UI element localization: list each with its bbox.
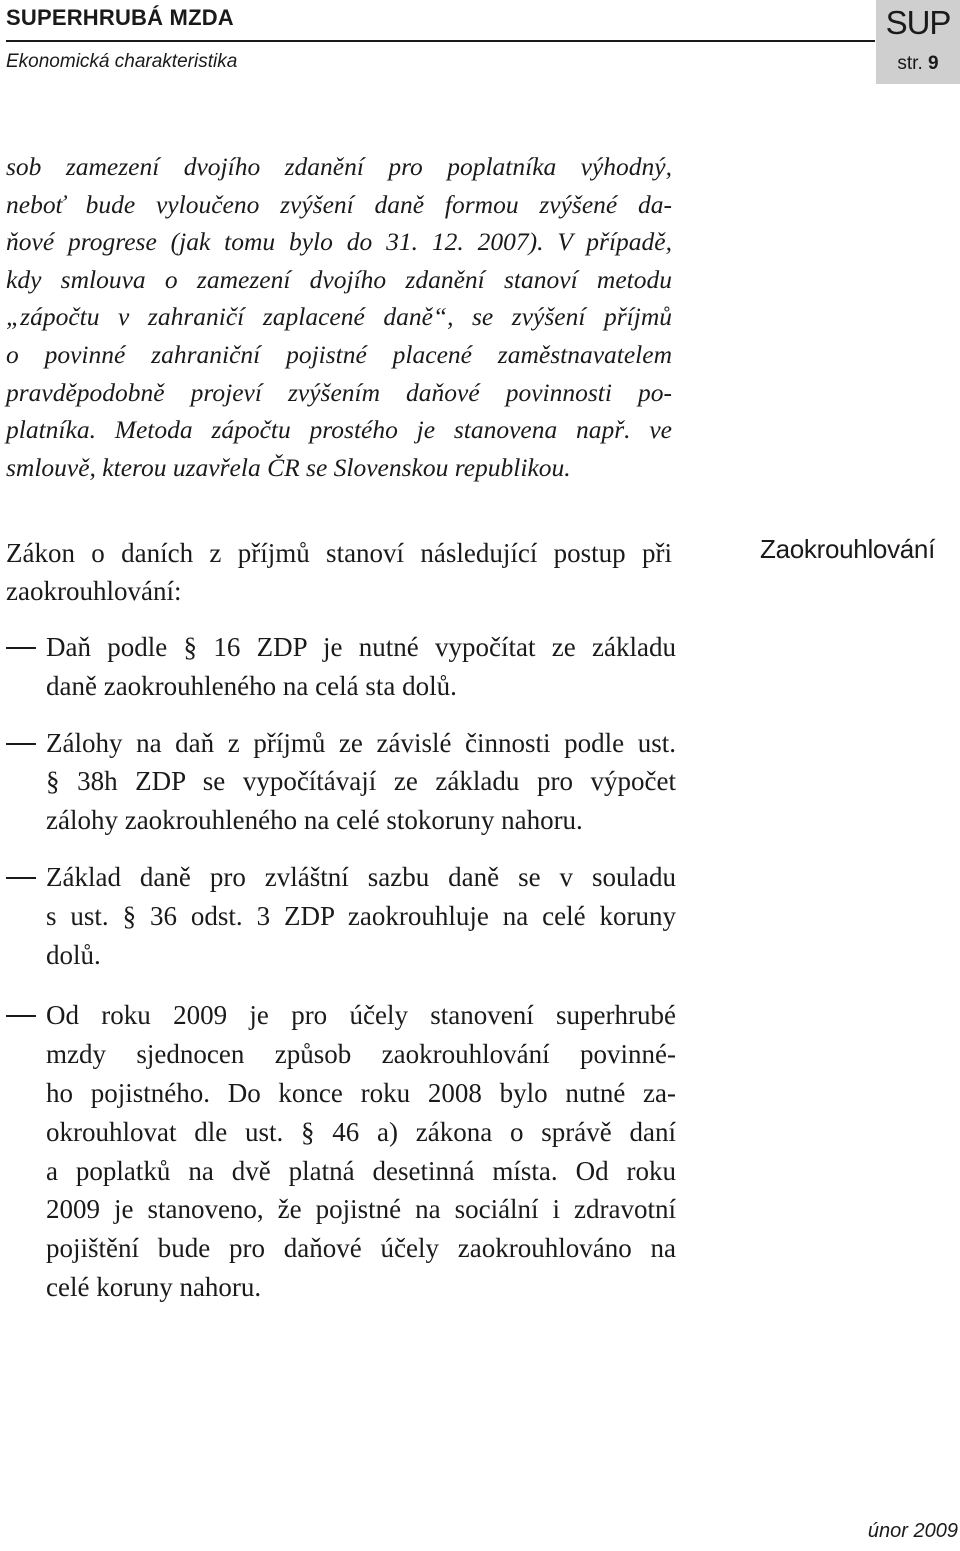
rounding-rules-list xyxy=(6,628,676,1307)
text-line: kdy smlouva o zamezení dvojího zdanění stanoví metodu xyxy=(6,264,672,294)
list-item xyxy=(6,996,676,1306)
intro-paragraph xyxy=(6,148,672,486)
text-line: zálohy zaokrouhleného na celé stokoruny nahoru. xyxy=(46,805,583,836)
text-line: daně zaokrouhleného na celá sta dolů. xyxy=(46,670,457,701)
publication-logo-box xyxy=(876,0,960,84)
text-line: pravděpodobně projeví zvýšením daňové povinnosti po- xyxy=(6,377,672,407)
text-line: celé koruny nahoru. xyxy=(46,1271,262,1302)
text-line: pojištění bude pro daňové účely zaokrouhlováno na xyxy=(46,1233,676,1264)
text-line: ňové progrese (jak tomu bylo do 31. 12. 2007). V případě, xyxy=(6,227,672,257)
text-line: Zákon o daních z příjmů stanoví následující postup při xyxy=(6,538,672,568)
list-item xyxy=(6,628,676,706)
header-subtitle: Ekonomická charakteristika xyxy=(6,51,238,72)
text-line: s ust. § 36 odst. 3 ZDP zaokrouhluje na celé koruny xyxy=(46,900,676,931)
header-title: SUPERHRUBÁ MZDA xyxy=(6,5,234,30)
text-line: Základ daně pro zvláštní sazbu daně se v souladu xyxy=(46,861,676,892)
text-line: § 38h ZDP se vypočítávají ze základu pro výpočet xyxy=(46,766,676,797)
text-line: mzdy sjednocen způsob zaokrouhlování povinné- xyxy=(46,1039,676,1070)
text-line: okrouhlovat dle ust. § 46 a) zákona o správě daní xyxy=(46,1116,676,1147)
page-number-value: 9 xyxy=(928,53,939,74)
text-line: zaokrouhlování: xyxy=(6,576,182,606)
text-line: Daň podle § 16 ZDP je nutné vypočítat ze základu xyxy=(46,632,676,662)
footer-date: únor 2009 xyxy=(867,1520,958,1542)
dash-bullet-icon xyxy=(6,743,36,745)
text-line: smlouvě, kterou uzavřela ČR se Slovenskou republikou. xyxy=(6,452,571,482)
page-prefix: str. xyxy=(897,53,923,74)
text-line: a poplatků na dvě platná desetinná místa. Od roku xyxy=(46,1155,676,1186)
dash-bullet-icon xyxy=(6,877,36,879)
header-rule xyxy=(6,40,875,42)
page-number xyxy=(876,53,960,75)
text-line: ho pojistného. Do konce roku 2008 bylo nutné za- xyxy=(46,1077,676,1108)
text-line: Zálohy na daň z příjmů ze závislé činnosti podle ust. xyxy=(46,727,676,758)
text-line: Od roku 2009 je pro účely stanovení superhrubé xyxy=(46,1000,676,1031)
text-line: sob zamezení dvojího zdanění pro poplatníka výhodný, xyxy=(6,152,672,181)
list-item xyxy=(6,724,676,840)
text-line: dolů. xyxy=(46,939,101,970)
dash-bullet-icon xyxy=(6,1015,36,1017)
dash-bullet-icon xyxy=(6,647,36,649)
text-line: neboť bude vyloučeno zvýšení daně formou zvýšené da- xyxy=(6,189,672,219)
text-line: 2009 je stanoveno, že pojistné na sociální i zdravotní xyxy=(46,1194,676,1225)
text-line: „zápočtu v zahraničí zaplacené daně“, se zvýšení příjmů xyxy=(6,302,672,332)
publication-logo: SUP xyxy=(885,4,951,41)
lead-paragraph xyxy=(6,534,672,610)
text-line: platníka. Metoda zápočtu prostého je stanovena např. ve xyxy=(6,415,672,445)
list-item xyxy=(6,858,676,974)
text-line: o povinné zahraniční pojistné placené zaměstnavatelem xyxy=(6,339,672,369)
side-heading: Zaokrouhlování xyxy=(760,534,936,564)
